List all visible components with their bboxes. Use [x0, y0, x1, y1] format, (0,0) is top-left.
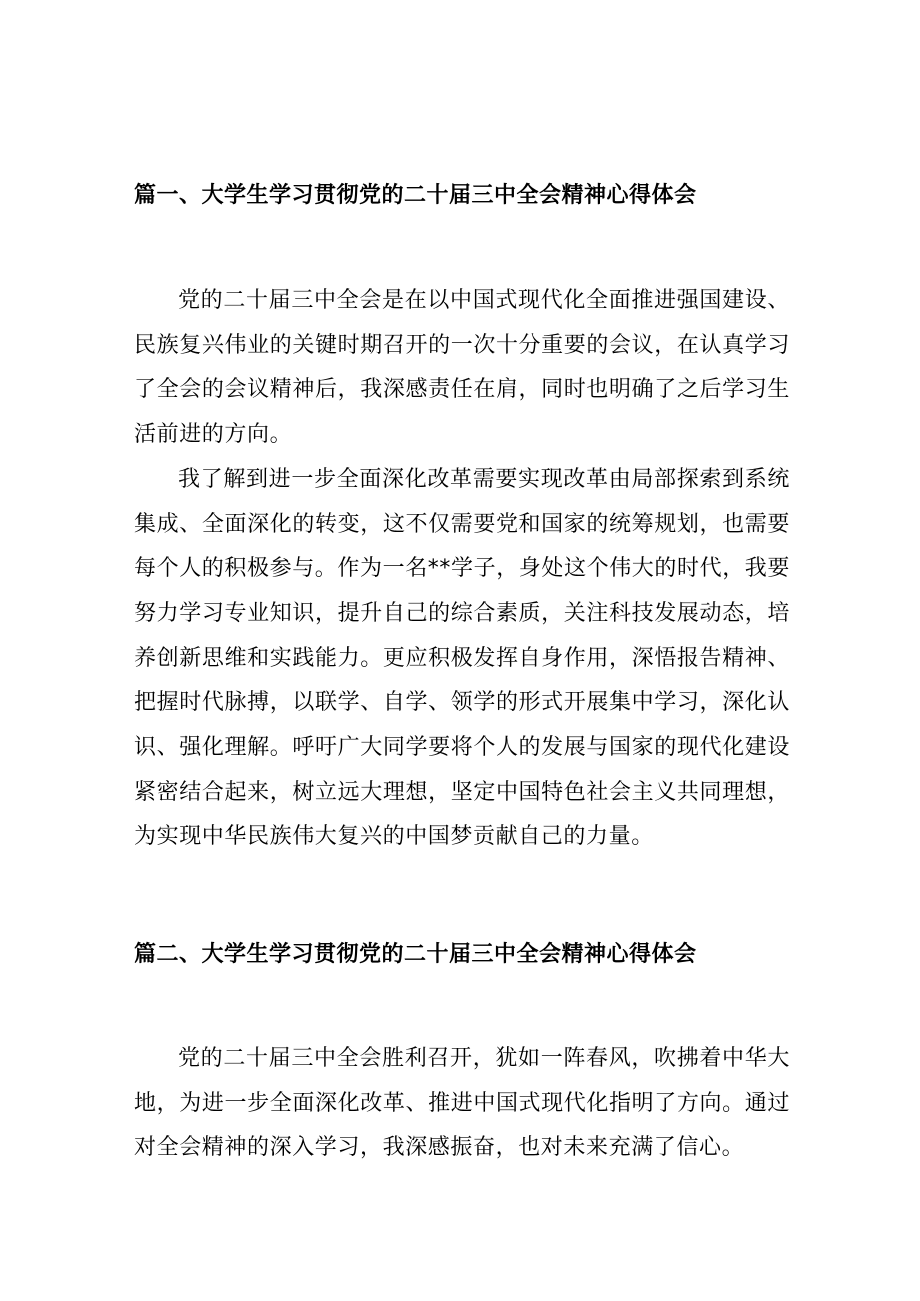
section-2-paragraph-1: 党的二十届三中全会胜利召开，犹如一阵春风，吹拂着中华大地，为进一步全面深化改革、推进中国式现代化指明了方向。通过对全会精神的深入学习，我深感振奋，也对未来充满了信心。 [134, 1046, 790, 1161]
section-1-paragraph-2: 我了解到进一步全面深化改革需要实现改革由局部探索到系统集成、全面深化的转变，这不仅需要党和国家的统筹规划，也需要每个人的积极参与。作为一名**学子，身处这个伟大的时代，我要努力学习专业知识，提升自己的综合素质，关注科技发展动态，培养创新思维和实践能力。更应积极发挥自身作用，深悟报告精神、把握时代脉搏，以联学、自学、领学的形式开展集中学习，深化认识、强化理解。呼吁广大同学要将个人的发展与国家的现代化建设紧密结合起来，树立远大理想，坚定中国特色社会主义共同理想，为实现中华民族伟大复兴的中国梦贡献自己的力量。 [134, 466, 791, 850]
section-1-body [134, 279, 790, 860]
section-2-heading: 篇二、大学生学习贯彻党的二十届三中全会精神心得体会 [134, 942, 697, 967]
section-1-paragraph-1: 党的二十届三中全会是在以中国式现代化全面推进强国建设、民族复兴伟业的关键时期召开的一次十分重要的会议，在认真学习了全会的会议精神后，我深感责任在肩，同时也明确了之后学习生活前进的方向。 [134, 288, 790, 448]
section-1-heading: 篇一、大学生学习贯彻党的二十届三中全会精神心得体会 [134, 183, 697, 208]
section-2-body [134, 1037, 790, 1171]
